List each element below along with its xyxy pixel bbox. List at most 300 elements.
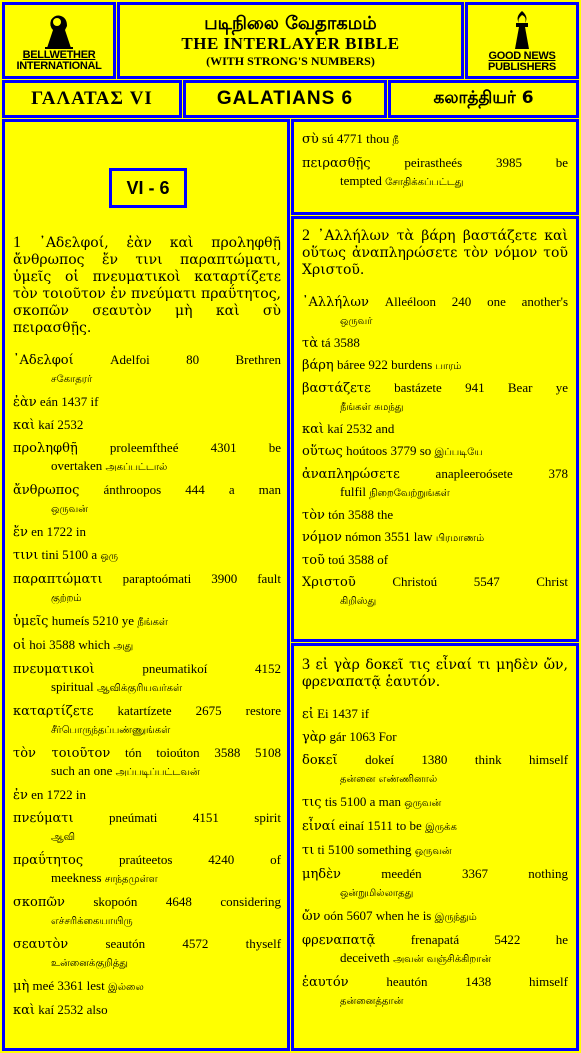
verse-3-greek: εἰ γὰρ δοκεῖ τις εἶναί τι μηδὲν ὤν, φρεναπατᾷ ἑαυτόν. [302,657,569,690]
entry-strongs-number: 5210 [92,613,119,628]
entry-main-line [13,744,281,762]
interlinear-entry [13,851,281,888]
interlinear-entry [13,977,281,996]
entry-main-line [13,851,281,869]
entry-transliteration: hoútoos [346,443,388,458]
entry-english: lest [86,978,105,993]
entry-tamil: அவன் வஞ்சிக்கிறான் [393,954,492,965]
entry-english: also [86,1002,108,1017]
title-block [117,2,464,79]
interlinear-entry [302,420,568,438]
entry-english: Brethren [235,352,281,367]
entry-transliteration: eán [39,394,58,409]
entry-tamil: எச்சரிக்கையாயிரு [51,916,133,927]
entry-strongs-number: 1722 [46,524,73,539]
entry-transliteration: heautón [386,974,428,989]
entry-english: one another's [487,294,569,309]
entry-main-line [302,728,568,746]
left-column [2,119,290,1051]
entry-greek: οἱ [13,638,26,653]
entry-greek: παραπτώματι [13,572,103,587]
entry-transliteration: skopoón [93,894,138,909]
interlinear-entry [13,523,281,541]
entry-main-line [13,523,281,541]
entry-tamil: இருக்க [425,822,457,833]
entry-transliteration: gár [329,729,347,744]
entry-greek: ὑμεῖς [13,614,49,629]
entry-strongs-number: 2532 [57,417,84,432]
entry-continuation [13,911,281,930]
entry-tamil: அப்படிப்பட்டவன் [115,767,200,778]
entry-tamil: ஒன்றுமில்லாதது [340,888,414,899]
verse-2-greek: ᾿Αλλήλων τὰ βάρη βαστάζετε καὶ οὕτως ἀναπληρώσετε τὸν νόμον τοῦ Χριστοῦ. [302,228,569,278]
entry-transliteration: Christoú [392,574,438,589]
entry-greek: τι [302,843,315,858]
interlinear-entry [302,442,568,461]
entry-english-continued: fulfil [340,484,366,499]
verse-1-number: 1 [13,234,21,251]
entry-strongs-number: 2532 [57,1002,84,1017]
entry-english: and [375,421,395,436]
entry-transliteration: tá [321,335,331,350]
entry-main-line [302,793,568,812]
interlinear-entry [13,893,281,930]
entry-strongs-number: 4240 [208,852,235,867]
entry-greek: οὕτως [302,444,343,459]
entry-greek: καὶ [13,1003,36,1018]
entry-main-line [13,351,281,369]
entry-transliteration: nómon [345,529,382,544]
entry-main-line [302,907,568,926]
interlinear-entry [302,907,568,926]
entry-transliteration: kaí [38,417,55,432]
entry-english: considering [220,894,281,909]
title-main: THE INTERLAYER BIBLE [181,33,400,53]
entry-main-line [302,551,568,569]
entry-transliteration: toú [328,552,345,567]
entry-strongs-number: 4572 [182,936,209,951]
interlinear-entry [13,702,281,739]
entry-continuation [302,883,568,902]
entry-main-line [13,702,281,720]
entry-english: For [378,729,397,744]
entry-main-line [302,931,568,949]
interlinear-entry [13,570,281,607]
entry-main-line [13,570,281,588]
entry-transliteration: tini [41,547,59,562]
entry-greek: καταρτίζετε [13,704,94,719]
left-entry-list [13,351,281,1019]
entry-transliteration: praúteetos [119,852,173,867]
entry-greek: ἔν [13,525,28,540]
entry-strongs-number: 5422 [494,932,521,947]
entry-greek: ὤν [302,909,321,924]
entry-main-line [302,334,568,352]
entry-strongs-number: 3588 [333,335,360,350]
entry-english: to be [396,818,422,833]
entry-strongs-number: 3588 5108 [214,745,282,760]
entry-strongs-number: 3779 [390,443,417,458]
bellwether-logo [2,2,116,79]
book-greek-box [2,80,182,118]
entry-continuation [302,397,568,416]
entry-tamil: குற்றம் [51,593,82,604]
entry-main-line [302,442,568,461]
entry-greek: πνεύματι [13,811,74,826]
entry-english: in [75,787,87,802]
entry-greek: προληφθῇ [13,441,78,456]
entry-main-line [13,636,281,655]
right-mid-column [291,216,579,642]
entry-main-line [13,977,281,996]
entry-main-line [302,841,568,860]
interlinear-entry [302,356,568,375]
entry-strongs-number: 5607 [346,908,373,923]
entry-strongs-number: 3361 [57,978,84,993]
entry-greek: δοκεῖ [302,753,338,768]
entry-english: a [91,547,98,562]
verse-1-text [13,234,281,337]
entry-continuation [302,591,568,610]
entry-transliteration: humeís [51,613,90,628]
entry-greek: νόμον [302,530,342,545]
entry-english-continued: meekness [51,870,102,885]
entry-greek: ἐὰν [13,395,37,410]
entry-main-line [302,154,568,172]
entry-tamil: நீங்கள் சுமந்து [340,402,404,413]
entry-tamil: சீர்பொருந்தப்பண்ணுங்கள் [51,725,171,736]
entry-tamil: அகப்பட்டால் [105,462,168,473]
entry-tamil: நீ [392,135,399,146]
entry-strongs-number: 5100 [62,547,89,562]
entry-greek: τὸν [302,508,325,523]
interlinear-entry [302,728,568,746]
entry-tamil: ஒருவன் [404,798,442,809]
entry-strongs-number: 4152 [255,661,281,676]
entry-transliteration: en [31,524,44,539]
entry-tamil: நிறைவேற்றுங்கள் [369,488,450,499]
interlinear-entry [13,1001,281,1019]
entry-english: the [377,507,394,522]
entry-greek: τινι [13,548,39,563]
entry-strongs-number: 240 [451,294,472,309]
entry-strongs-number: 1437 [61,394,88,409]
entry-continuation [13,827,281,846]
entry-strongs-number: 3588 [49,637,76,652]
entry-tamil: இருந்தும் [434,912,477,923]
entry-english: thou [366,131,390,146]
entry-tamil: சகோதரர் [51,374,93,385]
entry-tamil: கிறிஸ்து [340,596,377,607]
entry-transliteration: pneúmati [109,810,158,825]
interlinear-entry [13,935,281,972]
entry-english: a man [369,794,402,809]
entry-transliteration: katartízete [117,703,172,718]
entry-main-line [13,612,281,631]
entry-english: be [555,155,569,170]
entry-tamil: ஒருவர் [340,316,373,327]
book-title-english: GALATIANS 6 [216,88,354,109]
entry-greek: γὰρ [302,730,327,745]
interlinear-entry [302,705,568,723]
right-bottom-entry-list [302,705,568,1010]
entry-main-line [302,973,568,991]
entry-transliteration: peirastheés [404,155,463,170]
entry-transliteration: sú [322,131,334,146]
entry-continuation [13,457,281,476]
entry-english: which [78,637,111,652]
entry-greek: εἰ [302,707,314,722]
interlinear-entry [302,865,568,902]
entry-continuation [13,869,281,888]
entry-continuation [13,762,281,781]
entry-transliteration: meedén [381,866,422,881]
entry-strongs-number: 1511 [367,818,393,833]
entry-english: Christ [536,574,569,589]
entry-tamil: ஆவி [51,832,76,843]
entry-main-line [302,573,568,591]
entry-greek: καὶ [302,422,325,437]
entry-continuation [13,720,281,739]
interlinear-entry [302,379,568,416]
entry-tamil: இப்படியே [434,447,483,458]
interlinear-entry [13,786,281,804]
entry-transliteration: tis [324,794,338,809]
entry-continuation [302,991,568,1010]
entry-main-line [302,420,568,438]
entry-main-line [302,506,568,524]
entry-strongs-number: 5547 [473,574,500,589]
entry-english: if [90,394,99,409]
entry-continuation [13,369,281,388]
title-subtitle: (WITH STRONG'S NUMBERS) [206,53,375,68]
right-bottom-content [302,656,568,1015]
entry-english: think himself [474,752,569,767]
entry-strongs-number: 4648 [165,894,192,909]
left-column-content [13,234,281,1024]
book-title-tamil: கலாத்தியர் 6 [433,88,534,108]
entry-main-line [13,481,281,499]
verse-1-greek: ᾿Αδελφοί, ἐὰν καὶ προληφθῇ ἄνθρωπος ἔν τινι παραπτώματι, ὑμεῖς οἱ πνευματικοὶ καταρτίζετε τὸν τοιοῦτον ἐν πνεύματι πραΰτητος, σκοπῶν σεαυτὸν μὴ καὶ σὺ πειρασθῇς. [13,235,281,336]
entry-transliteration: báree [336,357,366,372]
entry-english: burdens [391,357,433,372]
entry-english: in [75,524,87,539]
entry-transliteration: frenapatá [410,932,460,947]
entry-transliteration: ti [317,842,325,857]
verse-2-number: 2 [302,227,310,244]
entry-greek: φρεναπατᾷ [302,933,376,948]
entry-english: of [377,552,389,567]
entry-tamil: தன்னைத்தான் [340,996,404,1007]
entry-greek: τὸν τοιοῦτον [13,746,111,761]
entry-greek: βαστάζετε [302,381,371,396]
entry-continuation [13,588,281,607]
entry-main-line [13,660,281,678]
entry-greek: σὺ [302,132,319,147]
entry-transliteration: paraptoómati [122,571,192,586]
entry-tamil: தன்னை எண்ணினால் [340,774,438,785]
interlinear-entry [302,293,568,330]
entry-english: nothing [528,866,568,881]
entry-tamil: இல்லை [107,982,144,993]
verse-2-text [302,227,568,279]
chapter-label: VI - 6 [109,168,187,208]
entry-strongs-number: 3900 [211,571,238,586]
entry-transliteration: proleemftheé [109,440,179,455]
book-tamil-box [388,80,579,118]
bellwether-ram-icon [39,10,79,50]
entry-greek: πραΰτητος [13,853,84,868]
entry-greek: τις [302,795,322,810]
entry-main-line [302,528,568,547]
interlinear-entry [302,528,568,547]
interlinear-entry [13,481,281,518]
entry-main-line [13,416,281,434]
entry-tamil: நீங்கள் [137,617,168,628]
entry-main-line [302,705,568,723]
entry-english: ye [121,613,135,628]
entry-main-line [13,1001,281,1019]
entry-transliteration: kaí [327,421,344,436]
entry-english-continued: overtaken [51,458,103,473]
interlinear-entry [13,351,281,388]
entry-transliteration: meé [32,978,55,993]
entry-strongs-number: 1437 [331,706,358,721]
entry-english-continued: spiritual [51,679,94,694]
entry-strongs-number: 3551 [384,529,411,544]
entry-english: fault [257,571,282,586]
entry-main-line [13,935,281,953]
entry-continuation [13,953,281,972]
right-top-entry-list [302,130,568,196]
entry-strongs-number: 2675 [195,703,222,718]
title-tamil: படிநிலை வேதாகமம் [204,12,377,34]
interlinear-entry [13,393,281,411]
entry-english: Bear ye [507,380,568,395]
entry-greek: εἶναί [302,819,336,834]
entry-continuation [302,172,568,191]
entry-main-line [13,546,281,565]
interlinear-entry [13,439,281,476]
entry-greek: τὰ [302,336,318,351]
entry-strongs-number: 80 [186,352,200,367]
interlinear-entry [302,465,568,502]
entry-strongs-number: 3985 [495,155,522,170]
entry-greek: βάρη [302,358,334,373]
interlinear-entry [302,793,568,812]
entry-transliteration: tón [328,507,345,522]
entry-english-continued: tempted [340,173,382,188]
entry-main-line [302,356,568,375]
entry-strongs-number: 5100 [328,842,355,857]
entry-continuation [302,311,568,330]
entry-greek: σεαυτὸν [13,937,69,952]
interlinear-entry [302,973,568,1010]
entry-main-line [13,439,281,457]
entry-english: if [361,706,370,721]
entry-transliteration: Adelfoi [110,352,150,367]
entry-tamil: ஒருவன் [51,504,88,515]
entry-main-line [13,893,281,911]
entry-greek: καὶ [13,418,36,433]
entry-english-continued: deceiveth [340,950,390,965]
entry-strongs-number: 4151 [192,810,219,825]
entry-greek: Χριστοῦ [302,575,356,590]
right-mid-content [302,227,568,614]
entry-greek: σκοπῶν [13,895,65,910]
interlinear-entry [13,546,281,565]
entry-continuation [302,949,568,968]
entry-strongs-number: 2532 [346,421,373,436]
entry-strongs-number: 1722 [46,787,73,802]
verse-3-number: 3 [302,656,310,673]
entry-main-line [302,379,568,397]
entry-transliteration: hoi [29,637,46,652]
entry-transliteration: Alleéloon [384,294,436,309]
entry-strongs-number: 444 [185,482,205,497]
entry-continuation [13,499,281,518]
entry-strongs-number: 4301 [210,440,237,455]
entry-greek: ᾿Αλλήλων [302,295,369,310]
entry-strongs-number: 3588 [348,552,375,567]
entry-greek: ἐν [13,788,28,803]
entry-transliteration: Ei [317,706,329,721]
entry-english: restore [245,703,282,718]
entry-tamil: அது [113,641,134,652]
right-mid-entry-list [302,293,568,610]
entry-tamil: ஆவிக்குரியவர்கள் [96,683,183,694]
entry-strongs-number: 941 [465,380,485,395]
interlinear-entry [13,744,281,781]
interlinear-entry [302,551,568,569]
interlinear-entry [13,660,281,697]
good-news-line2: PUBLISHERS [488,60,556,73]
interlinear-entry [302,841,568,860]
right-top-column [291,119,579,215]
entry-transliteration: ánthroopos [103,482,162,497]
book-english-box [183,80,387,118]
interlinear-entry [302,130,568,149]
good-news-line1: GOOD NEWS [488,49,556,62]
entry-transliteration: oón [323,908,344,923]
book-title-greek: ΓΑΛΑΤΑΣ VI [31,88,153,109]
interlinear-entry [13,612,281,631]
entry-english-continued: such an one [51,763,113,778]
entry-strongs-number: 1063 [349,729,376,744]
interlinear-entry [302,154,568,191]
entry-tamil: ஒரு [100,551,119,562]
right-bottom-column [291,643,579,1051]
entry-transliteration: einaí [338,818,365,833]
entry-main-line [302,130,568,149]
entry-main-line [13,809,281,827]
entry-strongs-number: 922 [368,357,388,372]
interlinear-entry [302,334,568,352]
entry-strongs-number: 4771 [336,131,363,146]
entry-strongs-number: 1438 [465,974,492,989]
entry-english: be [268,440,281,455]
good-news-logo [465,2,579,79]
entry-transliteration: tón toioúton [124,745,200,760]
entry-strongs-number: 378 [548,466,569,481]
entry-strongs-number: 5100 [340,794,367,809]
entry-transliteration: en [31,787,44,802]
interlinear-entry [302,573,568,610]
entry-tamil: சோதிக்கப்பட்டது [385,177,464,188]
entry-tamil: பாரம் [435,361,462,372]
entry-transliteration: kaí [38,1002,55,1017]
entry-english: of [270,852,281,867]
